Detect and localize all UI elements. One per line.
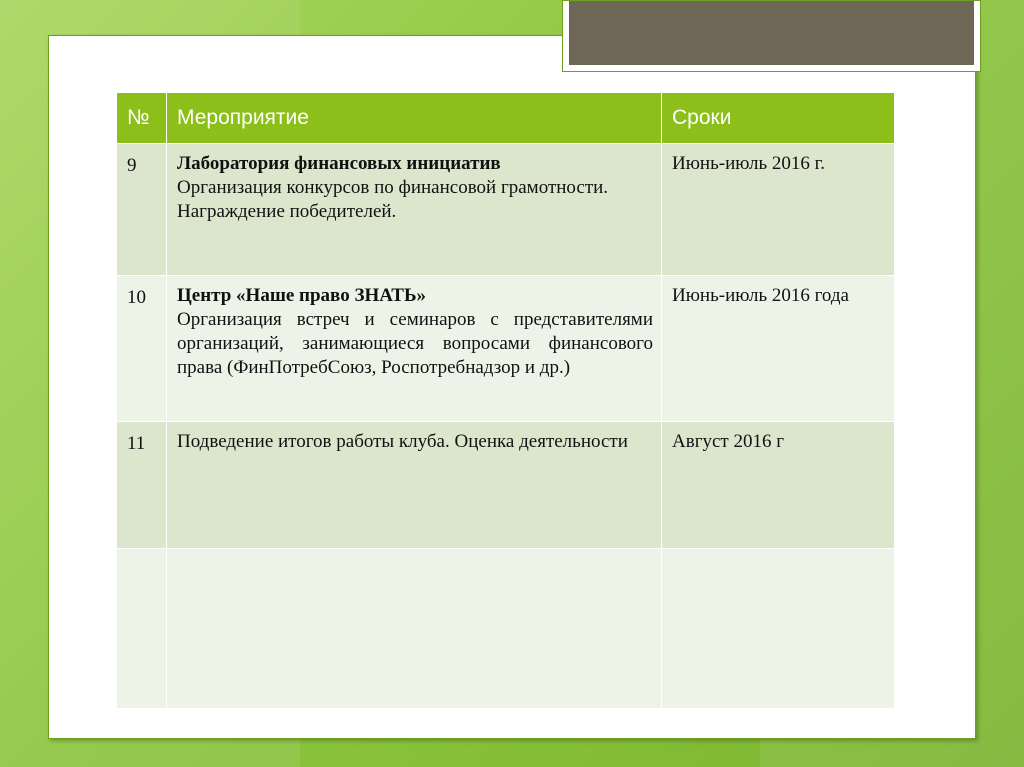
title-box-fill [569, 1, 974, 65]
cell-num [117, 276, 167, 422]
cell-num [117, 422, 167, 549]
cell-event [167, 549, 662, 709]
schedule-table [116, 92, 895, 709]
cell-num [117, 549, 167, 709]
table-row [117, 422, 895, 549]
header-event [167, 93, 662, 144]
event-content [167, 422, 661, 454]
title-box [562, 0, 981, 72]
row-number: 10 [127, 287, 146, 308]
header-term [662, 93, 895, 144]
row-number: 11 [127, 433, 146, 454]
cell-term [662, 144, 895, 276]
term-text [662, 549, 894, 557]
event-title: Центр «Наше право ЗНАТЬ» [177, 285, 427, 306]
event-text: Организация встреч и семинаров с представителями организаций, занимающиеся вопросами финансового права (ФинПотребСоюз, Роспотребнадзор и др.) [177, 309, 653, 378]
cell-event [167, 144, 662, 276]
event-text: Организация конкурсов по финансовой грамотности. Награждение победителей. [177, 177, 609, 222]
table-row [117, 549, 895, 709]
header-num [117, 93, 167, 144]
event-text: Подведение итогов работы клуба. Оценка деятельности [177, 431, 628, 452]
table-header-row [117, 93, 895, 144]
header-num-label: № [127, 106, 150, 129]
slide [48, 35, 976, 739]
cell-term [662, 422, 895, 549]
event-content [167, 276, 661, 380]
event-title: Лаборатория финансовых инициатив [177, 153, 501, 174]
term-text: Август 2016 г [672, 431, 785, 452]
cell-term [662, 276, 895, 422]
cell-num [117, 144, 167, 276]
header-term-label: Сроки [672, 106, 732, 129]
term-text: Июнь-июль 2016 года [672, 285, 849, 306]
cell-event [167, 422, 662, 549]
cell-event [167, 276, 662, 422]
header-event-label: Мероприятие [177, 106, 309, 129]
event-text [167, 549, 661, 557]
row-number: 9 [127, 155, 137, 176]
table-row [117, 276, 895, 422]
table-row [117, 144, 895, 276]
event-content [167, 144, 661, 224]
row-number [117, 549, 166, 559]
term-text: Июнь-июль 2016 г. [672, 153, 826, 174]
cell-term [662, 549, 895, 709]
